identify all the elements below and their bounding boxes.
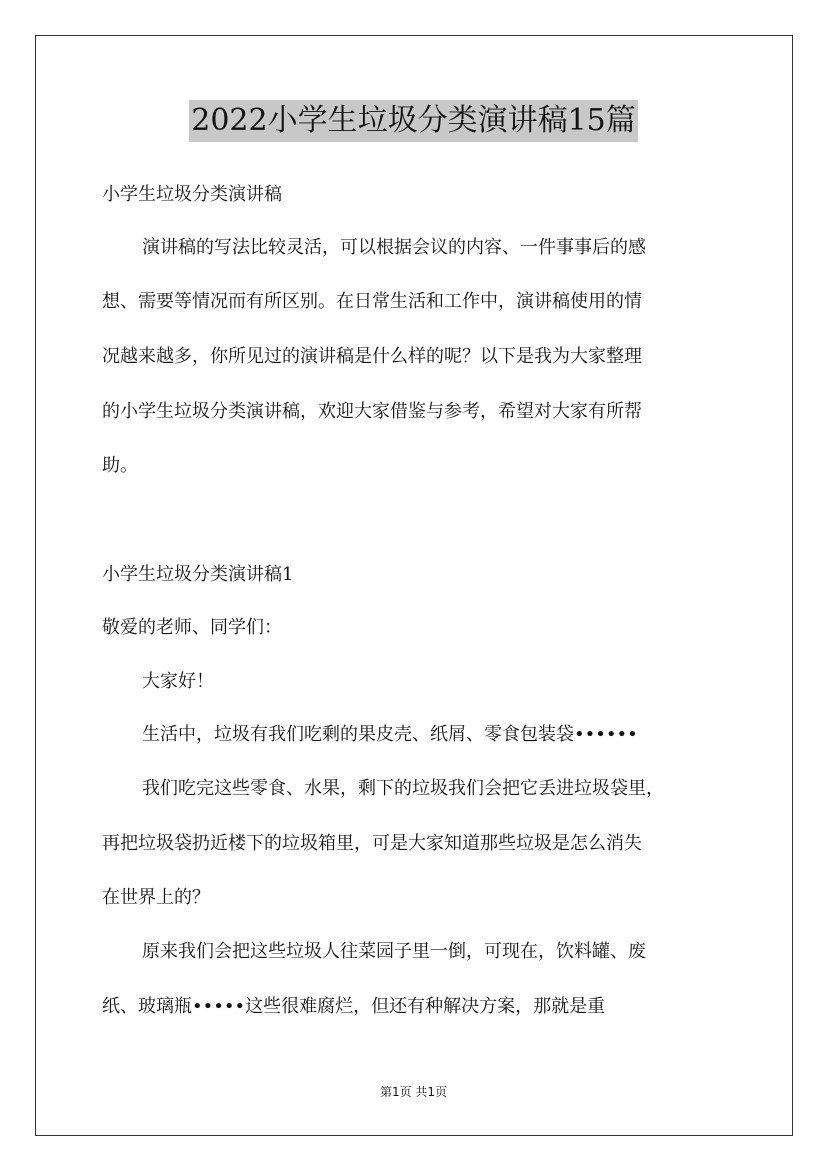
body-line-2: 我们吃完这些零食、水果，剩下的垃圾我们会把它丢进垃圾袋里，: [142, 778, 664, 799]
document-title: 2022小学生垃圾分类演讲稿15篇: [189, 100, 638, 142]
salutation: 敬爱的老师、同学们：: [102, 617, 282, 638]
heading: 小学生垃圾分类演讲稿: [102, 184, 282, 205]
title-container: [0, 100, 827, 142]
body-line-4: 在世界上的？: [102, 887, 210, 908]
body-line-6: 纸、玻璃瓶•••••这些很难腐烂，但还有种解决方案，那就是重: [102, 996, 606, 1017]
intro-line-5: 助。: [102, 455, 138, 476]
greeting: 大家好！: [142, 671, 214, 692]
intro-line-1: 演讲稿的写法比较灵活，可以根据会议的内容、一件事事后的感: [142, 237, 646, 258]
section-title: 小学生垃圾分类演讲稿1: [102, 564, 294, 585]
body-line-5: 原来我们会把这些垃圾人往菜园子里一倒，可现在，饮料罐、废: [142, 941, 646, 962]
page-footer: 第1页 共1页: [379, 1085, 448, 1099]
body-line-3: 再把垃圾袋扔近楼下的垃圾箱里，可是大家知道那些垃圾是怎么消失: [102, 833, 642, 854]
body-line-1: 生活中，垃圾有我们吃剩的果皮壳、纸屑、零食包装袋••••••: [142, 724, 638, 745]
intro-line-4: 的小学生垃圾分类演讲稿，欢迎大家借鉴与参考，希望对大家有所帮: [102, 401, 642, 422]
intro-line-2: 想、需要等情况而有所区别。在日常生活和工作中，演讲稿使用的情: [102, 291, 642, 312]
intro-line-3: 况越来越多，你所见过的演讲稿是什么样的呢？以下是我为大家整理: [102, 346, 642, 367]
